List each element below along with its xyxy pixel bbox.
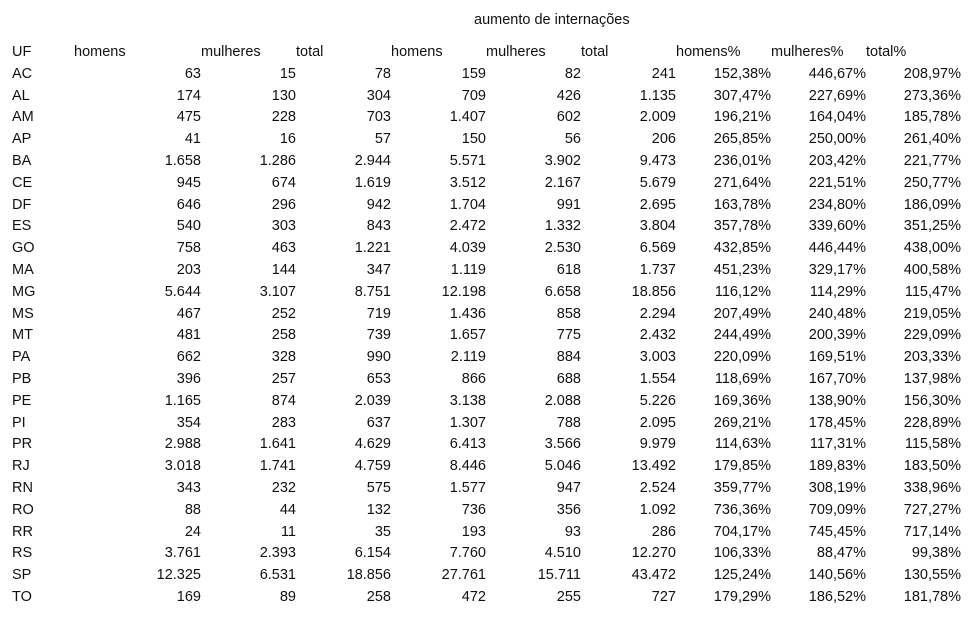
cell-total: 304 xyxy=(366,87,391,104)
cell-mulheres-percent: 169,51% xyxy=(808,349,866,366)
cell-total-2: 3.003 xyxy=(639,349,676,366)
header-row xyxy=(12,42,961,64)
cell-mulheres-2: 602 xyxy=(556,109,581,126)
cell-mulheres: 144 xyxy=(271,261,296,278)
cell-total-2: 9.979 xyxy=(639,436,676,453)
header-homens-percent: homens% xyxy=(676,44,741,60)
cell-homens-percent: 244,49% xyxy=(713,327,771,344)
table-row xyxy=(12,478,961,500)
cell-mulheres: 1.741 xyxy=(259,458,296,475)
table-row xyxy=(12,238,961,260)
cell-homens: 1.658 xyxy=(164,152,201,169)
cell-homens-2: 2.119 xyxy=(450,349,486,366)
table-row xyxy=(12,260,961,282)
header-total-percent: total% xyxy=(866,44,907,60)
cell-homens-2: 1.307 xyxy=(449,414,486,431)
cell-total-percent: 115,58% xyxy=(904,436,961,453)
cell-homens-percent: 106,33% xyxy=(713,545,771,562)
cell-homens-percent: 271,64% xyxy=(713,174,771,191)
table-row xyxy=(12,500,961,522)
cell-homens-2: 3.138 xyxy=(449,392,486,409)
header-mulheres: mulheres xyxy=(201,44,261,60)
cell-total-percent: 208,97% xyxy=(903,65,961,82)
cell-mulheres-percent: 117,31% xyxy=(809,436,866,453)
cell-homens-percent: 736,36% xyxy=(713,501,771,518)
cell-mulheres-percent: 339,60% xyxy=(808,218,866,235)
cell-mulheres-2: 2.530 xyxy=(544,240,581,257)
cell-homens-2: 472 xyxy=(461,588,486,605)
cell-total-2: 286 xyxy=(651,523,676,540)
cell-mulheres-2: 356 xyxy=(556,501,581,518)
cell-homens-2: 709 xyxy=(461,87,486,104)
cell-mulheres-2: 775 xyxy=(556,327,581,344)
cell-homens-2: 6.413 xyxy=(449,436,486,453)
cell-uf: RN xyxy=(12,479,33,496)
cell-homens-2: 193 xyxy=(461,523,486,540)
table-row xyxy=(12,434,961,456)
cell-total-percent: 717,14% xyxy=(903,523,961,540)
cell-homens-percent: 125,24% xyxy=(713,567,771,584)
cell-total: 258 xyxy=(366,588,391,605)
cell-uf: RS xyxy=(12,545,33,562)
cell-homens-2: 2.472 xyxy=(449,218,486,235)
header-total: total xyxy=(296,44,324,60)
cell-total-2: 18.856 xyxy=(631,283,676,300)
cell-mulheres-percent: 234,80% xyxy=(808,196,866,213)
header-uf: UF xyxy=(12,44,32,60)
cell-mulheres-2: 3.902 xyxy=(544,152,581,169)
header-total-2: total xyxy=(581,44,609,60)
cell-uf: ES xyxy=(12,218,32,235)
cell-homens-percent: 220,09% xyxy=(713,349,771,366)
cell-uf: AP xyxy=(12,131,32,148)
cell-homens-percent: 179,29% xyxy=(713,588,771,605)
cell-mulheres-percent: 140,56% xyxy=(808,567,866,584)
cell-mulheres: 232 xyxy=(271,479,296,496)
cell-total-percent: 438,00% xyxy=(903,240,961,257)
cell-total: 8.751 xyxy=(354,283,391,300)
cell-homens-percent: 432,85% xyxy=(713,240,771,257)
cell-homens-2: 8.446 xyxy=(449,458,486,475)
cell-total: 18.856 xyxy=(346,567,391,584)
cell-total-2: 2.095 xyxy=(639,414,676,431)
header-mulheres-percent: mulheres% xyxy=(771,44,844,60)
cell-total-percent: 130,55% xyxy=(903,567,961,584)
cell-mulheres-2: 3.566 xyxy=(544,436,581,453)
table-row xyxy=(12,325,961,347)
cell-mulheres-2: 618 xyxy=(556,261,581,278)
cell-homens-percent: 704,17% xyxy=(713,523,771,540)
cell-mulheres: 283 xyxy=(271,414,296,431)
sheet-title: aumento de internações xyxy=(474,12,630,28)
cell-homens-percent: 207,49% xyxy=(713,305,771,322)
cell-homens-percent: 116,12% xyxy=(714,283,771,300)
table-row xyxy=(12,151,961,173)
cell-homens: 3.761 xyxy=(164,545,201,562)
cell-uf: DF xyxy=(12,196,32,213)
cell-total-percent: 137,98% xyxy=(903,370,961,387)
table-row xyxy=(12,369,961,391)
cell-homens-percent: 269,21% xyxy=(713,414,771,431)
cell-total: 6.154 xyxy=(354,545,391,562)
cell-total: 132 xyxy=(366,501,391,518)
cell-uf: AL xyxy=(12,87,30,104)
cell-mulheres-percent: 189,83% xyxy=(808,458,866,475)
cell-total: 2.944 xyxy=(354,152,391,169)
cell-homens-2: 7.760 xyxy=(449,545,486,562)
cell-total-percent: 228,89% xyxy=(903,414,961,431)
cell-mulheres-2: 788 xyxy=(556,414,581,431)
cell-uf: SP xyxy=(12,567,32,584)
cell-total-2: 2.009 xyxy=(639,109,676,126)
cell-uf: GO xyxy=(12,240,35,257)
cell-mulheres: 874 xyxy=(271,392,296,409)
cell-total: 843 xyxy=(366,218,391,235)
cell-total-percent: 221,77% xyxy=(903,152,961,169)
cell-mulheres-percent: 186,52% xyxy=(808,588,866,605)
cell-total: 703 xyxy=(366,109,391,126)
cell-total-2: 6.569 xyxy=(639,240,676,257)
table-body xyxy=(12,64,961,609)
cell-uf: MT xyxy=(12,327,33,344)
cell-total-2: 5.679 xyxy=(639,174,676,191)
cell-mulheres-percent: 329,17% xyxy=(808,261,866,278)
cell-homens-percent: 179,85% xyxy=(713,458,771,475)
cell-mulheres: 674 xyxy=(271,174,296,191)
table-row xyxy=(12,565,961,587)
cell-mulheres-2: 56 xyxy=(564,131,581,148)
cell-homens-percent: 152,38% xyxy=(713,65,771,82)
table-row xyxy=(12,173,961,195)
cell-homens: 354 xyxy=(176,414,201,431)
cell-mulheres-percent: 308,19% xyxy=(808,479,866,496)
cell-homens: 88 xyxy=(184,501,201,518)
cell-mulheres: 463 xyxy=(271,240,296,257)
cell-mulheres: 252 xyxy=(271,305,296,322)
table-row xyxy=(12,195,961,217)
data-table xyxy=(12,42,961,609)
table-row xyxy=(12,522,961,544)
cell-total-2: 43.472 xyxy=(631,567,676,584)
header-mulheres-2: mulheres xyxy=(486,44,546,60)
cell-total: 78 xyxy=(374,65,391,82)
cell-mulheres-percent: 240,48% xyxy=(808,305,866,322)
table-row xyxy=(12,64,961,86)
cell-mulheres-2: 2.167 xyxy=(544,174,581,191)
cell-uf: CE xyxy=(12,174,33,191)
table-row xyxy=(12,587,961,609)
cell-homens: 169 xyxy=(176,588,201,605)
cell-total: 347 xyxy=(366,261,391,278)
cell-mulheres-percent: 250,00% xyxy=(808,131,866,148)
cell-total-percent: 219,05% xyxy=(903,305,961,322)
cell-homens-percent: 451,23% xyxy=(713,261,771,278)
cell-uf: MA xyxy=(12,261,34,278)
cell-total-percent: 115,47% xyxy=(904,283,961,300)
cell-uf: PI xyxy=(12,414,26,431)
cell-homens: 662 xyxy=(176,349,201,366)
cell-homens-percent: 163,78% xyxy=(713,196,771,213)
header-homens-2: homens xyxy=(391,44,443,60)
cell-homens-2: 1.119 xyxy=(450,261,486,278)
cell-homens-percent: 114,63% xyxy=(714,436,771,453)
cell-uf: MS xyxy=(12,305,34,322)
table-row xyxy=(12,413,961,435)
cell-mulheres-2: 426 xyxy=(556,87,581,104)
cell-uf: RO xyxy=(12,501,34,518)
cell-homens: 3.018 xyxy=(164,458,201,475)
cell-mulheres-percent: 88,47% xyxy=(816,545,866,562)
cell-mulheres: 328 xyxy=(271,349,296,366)
cell-mulheres-2: 688 xyxy=(556,370,581,387)
cell-mulheres-2: 1.332 xyxy=(544,218,581,235)
cell-homens: 5.644 xyxy=(164,283,201,300)
cell-total-percent: 186,09% xyxy=(903,196,961,213)
cell-mulheres-2: 858 xyxy=(556,305,581,322)
cell-total-percent: 727,27% xyxy=(903,501,961,518)
cell-total-2: 3.804 xyxy=(639,218,676,235)
cell-homens: 540 xyxy=(176,218,201,235)
cell-homens: 343 xyxy=(176,479,201,496)
cell-total: 575 xyxy=(366,479,391,496)
cell-homens-2: 1.577 xyxy=(449,479,486,496)
cell-mulheres: 89 xyxy=(279,588,296,605)
cell-homens-percent: 169,36% xyxy=(713,392,771,409)
cell-total: 637 xyxy=(366,414,391,431)
cell-total: 990 xyxy=(366,349,391,366)
cell-mulheres: 44 xyxy=(279,501,296,518)
cell-total-2: 2.294 xyxy=(639,305,676,322)
cell-mulheres: 11 xyxy=(280,523,296,540)
cell-total-percent: 273,36% xyxy=(903,87,961,104)
cell-homens-percent: 196,21% xyxy=(713,109,771,126)
cell-mulheres-percent: 178,45% xyxy=(808,414,866,431)
cell-total-percent: 250,77% xyxy=(903,174,961,191)
cell-mulheres-2: 5.046 xyxy=(544,458,581,475)
cell-total: 2.039 xyxy=(354,392,391,409)
cell-mulheres-percent: 138,90% xyxy=(808,392,866,409)
cell-mulheres-percent: 167,70% xyxy=(808,370,866,387)
cell-homens: 945 xyxy=(176,174,201,191)
cell-uf: RJ xyxy=(12,458,30,475)
table-row xyxy=(12,107,961,129)
cell-homens-percent: 307,47% xyxy=(713,87,771,104)
cell-total-percent: 181,78% xyxy=(903,588,961,605)
cell-homens: 396 xyxy=(176,370,201,387)
cell-total-2: 241 xyxy=(651,65,676,82)
cell-mulheres-2: 15.711 xyxy=(537,567,581,584)
cell-total: 719 xyxy=(366,305,391,322)
cell-total-2: 9.473 xyxy=(639,152,676,169)
cell-uf: TO xyxy=(12,588,32,605)
cell-mulheres: 130 xyxy=(271,87,296,104)
cell-uf: AM xyxy=(12,109,34,126)
cell-total: 1.221 xyxy=(354,240,391,257)
cell-homens-percent: 359,77% xyxy=(713,479,771,496)
table-row xyxy=(12,456,961,478)
cell-total: 35 xyxy=(374,523,391,540)
cell-mulheres-percent: 200,39% xyxy=(808,327,866,344)
cell-homens-2: 1.704 xyxy=(449,196,486,213)
cell-total-percent: 185,78% xyxy=(903,109,961,126)
cell-homens: 41 xyxy=(184,131,201,148)
cell-mulheres-2: 6.658 xyxy=(544,283,581,300)
table-row xyxy=(12,304,961,326)
cell-total-2: 2.695 xyxy=(639,196,676,213)
cell-mulheres: 303 xyxy=(271,218,296,235)
cell-homens: 481 xyxy=(176,327,201,344)
cell-uf: PR xyxy=(12,436,33,453)
cell-mulheres-2: 82 xyxy=(564,65,581,82)
cell-total-2: 206 xyxy=(651,131,676,148)
cell-total-2: 727 xyxy=(651,588,676,605)
cell-homens-2: 5.571 xyxy=(449,152,486,169)
cell-homens-2: 3.512 xyxy=(449,174,486,191)
cell-mulheres: 3.107 xyxy=(259,283,296,300)
cell-homens: 12.325 xyxy=(156,567,201,584)
cell-mulheres: 228 xyxy=(271,109,296,126)
cell-homens-percent: 265,85% xyxy=(713,131,771,148)
cell-homens-2: 4.039 xyxy=(449,240,486,257)
cell-total-percent: 261,40% xyxy=(903,131,961,148)
cell-total-2: 1.092 xyxy=(639,501,676,518)
cell-homens: 2.988 xyxy=(164,436,201,453)
table-row xyxy=(12,347,961,369)
cell-homens: 646 xyxy=(176,196,201,213)
cell-total-2: 1.737 xyxy=(639,261,676,278)
cell-total-2: 2.524 xyxy=(639,479,676,496)
table-row xyxy=(12,282,961,304)
cell-mulheres-percent: 227,69% xyxy=(808,87,866,104)
cell-mulheres-2: 4.510 xyxy=(544,545,581,562)
cell-uf: PB xyxy=(12,370,32,387)
cell-uf: BA xyxy=(12,152,32,169)
cell-homens-2: 159 xyxy=(461,65,486,82)
cell-mulheres-percent: 446,44% xyxy=(808,240,866,257)
cell-mulheres: 296 xyxy=(271,196,296,213)
cell-total-2: 2.432 xyxy=(639,327,676,344)
table-row xyxy=(12,543,961,565)
cell-mulheres-percent: 203,42% xyxy=(808,152,866,169)
cell-mulheres-percent: 745,45% xyxy=(808,523,866,540)
cell-uf: MG xyxy=(12,283,36,300)
cell-homens-2: 736 xyxy=(461,501,486,518)
cell-homens: 24 xyxy=(184,523,201,540)
cell-homens-2: 12.198 xyxy=(441,283,486,300)
cell-homens: 1.165 xyxy=(164,392,201,409)
cell-mulheres-percent: 114,29% xyxy=(809,283,866,300)
cell-mulheres-2: 93 xyxy=(564,523,581,540)
cell-uf: PA xyxy=(12,349,31,366)
cell-homens-2: 1.657 xyxy=(449,327,486,344)
table-row xyxy=(12,216,961,238)
cell-total-percent: 99,38% xyxy=(911,545,961,562)
cell-mulheres-percent: 709,09% xyxy=(808,501,866,518)
cell-mulheres-percent: 446,67% xyxy=(808,65,866,82)
cell-homens-2: 1.407 xyxy=(449,109,486,126)
cell-total-2: 1.554 xyxy=(639,370,676,387)
cell-total: 4.629 xyxy=(354,436,391,453)
cell-total-percent: 156,30% xyxy=(903,392,961,409)
cell-mulheres: 1.641 xyxy=(259,436,296,453)
cell-mulheres: 257 xyxy=(271,370,296,387)
cell-mulheres-percent: 164,04% xyxy=(808,109,866,126)
cell-homens: 475 xyxy=(176,109,201,126)
cell-total: 739 xyxy=(366,327,391,344)
cell-total-percent: 400,58% xyxy=(903,261,961,278)
cell-total-percent: 183,50% xyxy=(903,458,961,475)
cell-total-2: 13.492 xyxy=(631,458,676,475)
cell-total-percent: 338,96% xyxy=(903,479,961,496)
table-row xyxy=(12,129,961,151)
cell-mulheres: 2.393 xyxy=(259,545,296,562)
cell-uf: RR xyxy=(12,523,33,540)
cell-homens-2: 1.436 xyxy=(449,305,486,322)
cell-total: 653 xyxy=(366,370,391,387)
cell-mulheres: 16 xyxy=(279,131,296,148)
cell-mulheres: 6.531 xyxy=(259,567,296,584)
cell-total: 57 xyxy=(374,131,391,148)
cell-homens: 203 xyxy=(176,261,201,278)
table-row xyxy=(12,391,961,413)
cell-homens-2: 27.761 xyxy=(441,567,486,584)
cell-mulheres: 258 xyxy=(271,327,296,344)
cell-mulheres: 15 xyxy=(279,65,296,82)
cell-total-percent: 203,33% xyxy=(903,349,961,366)
cell-homens-2: 150 xyxy=(461,131,486,148)
header-homens: homens xyxy=(74,44,126,60)
table-row xyxy=(12,86,961,108)
cell-total-2: 12.270 xyxy=(631,545,676,562)
cell-mulheres-2: 255 xyxy=(556,588,581,605)
cell-homens: 174 xyxy=(176,87,201,104)
cell-total-2: 5.226 xyxy=(639,392,676,409)
cell-mulheres-2: 884 xyxy=(556,349,581,366)
cell-mulheres-2: 947 xyxy=(556,479,581,496)
cell-homens: 467 xyxy=(176,305,201,322)
cell-homens-percent: 357,78% xyxy=(713,218,771,235)
cell-total: 4.759 xyxy=(354,458,391,475)
cell-homens: 63 xyxy=(184,65,201,82)
cell-homens-percent: 118,69% xyxy=(714,370,771,387)
cell-mulheres: 1.286 xyxy=(259,152,296,169)
cell-mulheres-2: 2.088 xyxy=(544,392,581,409)
cell-homens: 758 xyxy=(176,240,201,257)
cell-total-percent: 351,25% xyxy=(903,218,961,235)
cell-uf: AC xyxy=(12,65,33,82)
cell-uf: PE xyxy=(12,392,32,409)
cell-total-2: 1.135 xyxy=(639,87,676,104)
cell-homens-percent: 236,01% xyxy=(713,152,771,169)
cell-mulheres-2: 991 xyxy=(556,196,581,213)
cell-homens-2: 866 xyxy=(461,370,486,387)
cell-mulheres-percent: 221,51% xyxy=(808,174,866,191)
cell-total: 1.619 xyxy=(354,174,391,191)
cell-total: 942 xyxy=(366,196,391,213)
cell-total-percent: 229,09% xyxy=(903,327,961,344)
